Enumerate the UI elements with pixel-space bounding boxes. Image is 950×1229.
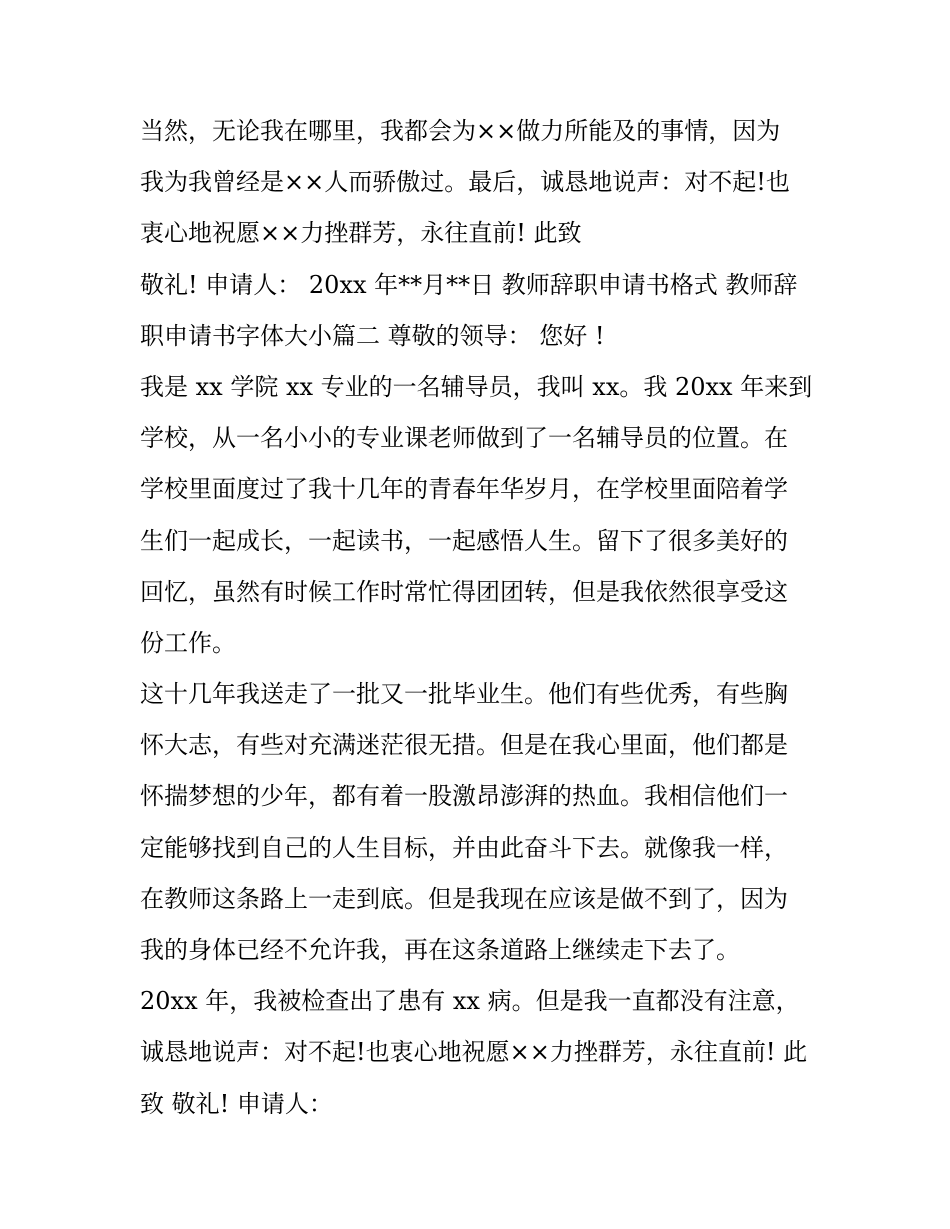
text-line: 学校，从一名小小的专业课老师做到了一名辅导员的位置。在 (140, 424, 788, 453)
text-line: 职申请书字体大小篇二 尊敬的领导： 您好 ! (140, 321, 605, 350)
text-line: 份工作。 (140, 628, 236, 657)
text-line: 这十几年我送走了一批又一批毕业生。他们有些优秀，有些胸 (140, 680, 788, 709)
text-line: 20xx 年，我被检查出了患有 xx 病。但是我一直都没有注意， (140, 987, 800, 1016)
text-line: 当然，无论我在哪里，我都会为××做力所能及的事情，因为 (140, 117, 781, 145)
text-line: 我为我曾经是××人而骄傲过。最后，诚恳地说声：对不起!也 (140, 168, 790, 197)
text-line: 在教师这条路上一走到底。但是我现在应该是做不到了，因为 (140, 884, 788, 913)
text-line: 衷心地祝愿××力挫群芳，永往直前! 此致 (140, 219, 582, 248)
text-line: 致 敬礼! 申请人： (140, 1089, 333, 1118)
document-body (140, 106, 816, 1130)
text-line: 学校里面度过了我十几年的青春年华岁月，在学校里面陪着学 (140, 475, 788, 504)
text-line: 怀揣梦想的少年，都有着一股激昂澎湃的热血。我相信他们一 (140, 782, 788, 811)
text-line: 生们一起成长，一起读书，一起感悟人生。留下了很多美好的 (140, 526, 788, 555)
text-line: 敬礼! 申请人： 20xx 年**月**日 教师辞职申请书格式 教师辞 (140, 270, 798, 299)
text-line: 怀大志，有些对充满迷茫很无措。但是在我心里面，他们都是 (140, 731, 788, 760)
text-line: 我是 xx 学院 xx 专业的一名辅导员，我叫 xx。我 20xx 年来到 (140, 372, 813, 401)
text-line: 诚恳地说声：对不起!也衷心地祝愿××力挫群芳，永往直前! 此 (140, 1038, 808, 1067)
text-line: 我的身体已经不允许我，再在这条道路上继续走下去了。 (140, 936, 740, 964)
text-line: 回忆，虽然有时候工作时常忙得团团转，但是我依然很享受这 (140, 577, 788, 606)
text-line: 定能够找到自己的人生目标，并由此奋斗下去。就像我一样， (140, 833, 788, 862)
